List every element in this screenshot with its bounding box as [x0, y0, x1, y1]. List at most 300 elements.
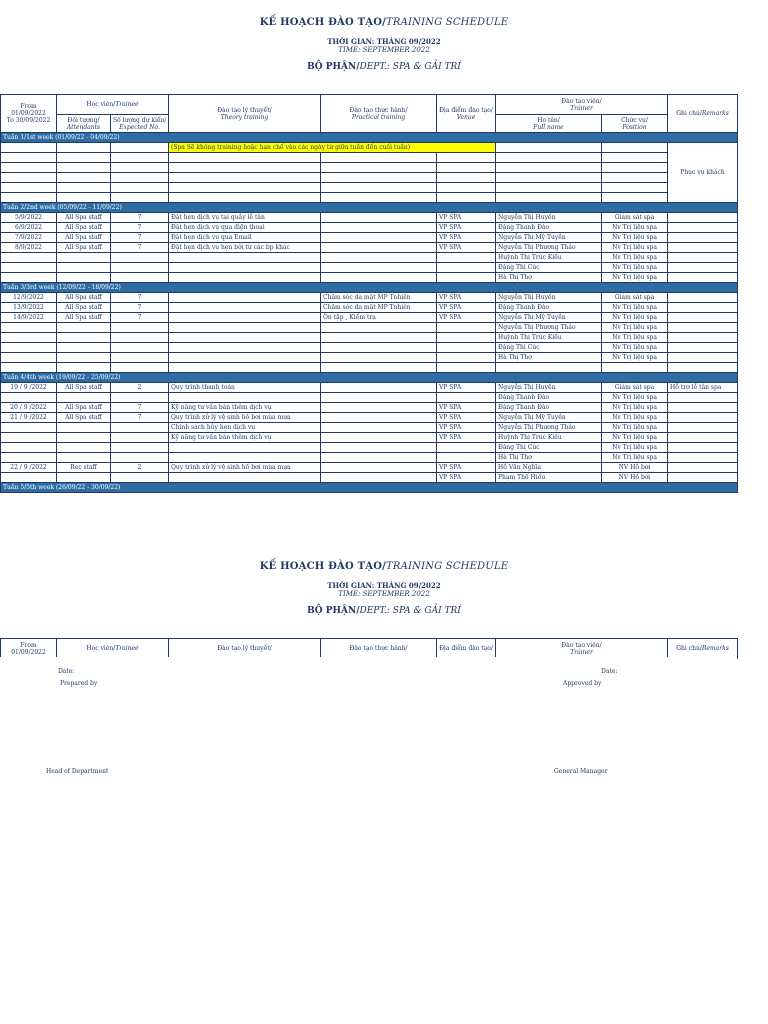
col-header-remarks: Ghi chú/Remarks — [668, 95, 738, 133]
col-header-attendants: Đối tượng/ Attendants — [57, 115, 111, 133]
venue-cell: VP SPA — [437, 233, 496, 243]
table-row — [1, 263, 738, 273]
week-header-row — [1, 283, 738, 293]
trainer-position-cell: NV Hồ bơi — [602, 463, 668, 473]
expected-no-cell: 7 — [111, 233, 169, 243]
week-label: Tuần 4/4th week (19/09/22 - 25/09/22) — [1, 373, 738, 383]
practical-cell — [321, 473, 437, 483]
date-cell — [1, 343, 57, 353]
venue-cell: VP SPA — [437, 293, 496, 303]
expected-no-cell: 2 — [111, 463, 169, 473]
table-row — [1, 313, 738, 323]
theory-cell — [169, 263, 321, 273]
theory-cell — [169, 473, 321, 483]
venue-cell — [437, 173, 496, 183]
trainer-position-cell: Nv Trị liệu spa — [602, 453, 668, 463]
week-header-row — [1, 483, 738, 493]
practical-cell — [321, 443, 437, 453]
col-header-venue: Địa điểm đào tạo/ Venue — [437, 95, 496, 133]
attendants-cell: All Spa staff — [57, 213, 111, 223]
theory-cell: Chính sách hủy hẹn dịch vụ — [169, 423, 321, 433]
venue-cell — [437, 323, 496, 333]
attendants-cell — [57, 473, 111, 483]
date-cell: 6/9/2022 — [1, 223, 57, 233]
department-line: BỘ PHẬN/DEPT.: SPA & GẢI TRÍ — [307, 62, 461, 72]
table-row — [1, 293, 738, 303]
remarks-cell — [668, 333, 738, 343]
expected-no-cell: 7 — [111, 223, 169, 233]
practical-cell — [321, 433, 437, 443]
time-line-en: TIME: SEPTEMBER 2022 — [338, 46, 430, 54]
remarks-cell — [668, 453, 738, 463]
remarks-cell — [668, 423, 738, 433]
venue-cell — [437, 353, 496, 363]
venue-cell — [437, 183, 496, 193]
trainer-name-cell — [496, 183, 602, 193]
remarks-cell — [668, 443, 738, 453]
trainer-name-cell: Nguyễn Thị Mỹ Tuyền — [496, 313, 602, 323]
practical-cell — [321, 163, 437, 173]
col-header-trainer: Đào tạo viên/ Trainer — [496, 95, 668, 115]
remarks-cell — [668, 233, 738, 243]
remarks-cell — [668, 243, 738, 253]
remarks-cell — [668, 363, 738, 373]
attendants-cell: All Spa staff — [57, 303, 111, 313]
trainer-position-cell — [602, 173, 668, 183]
col-header-venue-repeat: Địa điểm đào tạo/ — [437, 639, 496, 659]
trainer-position-cell — [602, 153, 668, 163]
remarks-cell — [668, 223, 738, 233]
date-cell — [1, 433, 57, 443]
trainer-name-cell: Nguyễn Thị Phương Thảo — [496, 243, 602, 253]
trainer-position-cell — [602, 363, 668, 373]
expected-no-cell — [111, 343, 169, 353]
attendants-cell: All Spa staff — [57, 223, 111, 233]
remarks-cell — [668, 353, 738, 363]
week-label: Tuần 2/2nd week (05/09/22 - 11/09/22) — [1, 203, 738, 213]
theory-cell — [169, 253, 321, 263]
trainer-name-cell: Huỳnh Thị Trúc Kiều — [496, 333, 602, 343]
remarks-cell — [668, 303, 738, 313]
venue-cell: VP SPA — [437, 403, 496, 413]
remarks-cell — [668, 403, 738, 413]
trainer-position-cell: Giám sát spa — [602, 293, 668, 303]
trainer-position-cell: Nv Trị liệu spa — [602, 423, 668, 433]
attendants-cell — [57, 263, 111, 273]
col-header-remarks-repeat: Ghi chú/Remarks — [668, 639, 738, 659]
expected-no-cell — [111, 363, 169, 373]
attendants-cell — [57, 353, 111, 363]
remarks-cell — [668, 273, 738, 283]
trainer-name-cell: Đặng Thanh Đào — [496, 303, 602, 313]
table-row — [1, 153, 738, 163]
table-row — [1, 353, 738, 363]
trainer-name-cell: Nguyễn Thị Mỹ Tuyền — [496, 233, 602, 243]
trainer-position-cell: Nv Trị liệu spa — [602, 223, 668, 233]
col-header-theory: Đào tạo lý thuyết/ Theory training — [169, 95, 321, 133]
date-right: Date: — [601, 668, 618, 675]
table-row — [1, 163, 738, 173]
expected-no-cell — [111, 473, 169, 483]
practical-cell — [321, 393, 437, 403]
date-cell: 12/9/2022 — [1, 293, 57, 303]
expected-no-cell — [111, 193, 169, 203]
venue-cell: VP SPA — [437, 213, 496, 223]
expected-no-cell: 2 — [111, 383, 169, 393]
expected-no-cell — [111, 433, 169, 443]
expected-no-cell — [111, 143, 169, 153]
attendants-cell — [57, 363, 111, 373]
date-cell — [1, 353, 57, 363]
table-row — [1, 273, 738, 283]
attendants-cell — [57, 433, 111, 443]
table-row — [1, 173, 738, 183]
col-header-period: From 01/09/2022 To 30/09/2022 — [1, 95, 57, 133]
table-row — [1, 343, 738, 353]
date-cell — [1, 183, 57, 193]
trainer-name-cell: Đặng Thị Cúc — [496, 443, 602, 453]
expected-no-cell: 7 — [111, 243, 169, 253]
theory-cell — [169, 353, 321, 363]
attendants-cell: All Spa staff — [57, 403, 111, 413]
theory-cell — [169, 193, 321, 203]
date-cell: 19 / 9 /2022 — [1, 383, 57, 393]
venue-cell: VP SPA — [437, 313, 496, 323]
col-header-trainer-repeat: Đào tạo viên/ Trainer — [496, 639, 668, 659]
expected-no-cell — [111, 253, 169, 263]
date-cell — [1, 363, 57, 373]
trainer-position-cell: Nv Trị liệu spa — [602, 343, 668, 353]
col-header-position: Chức vụ/ Position — [602, 115, 668, 133]
trainer-position-cell: Nv Trị liệu spa — [602, 233, 668, 243]
practical-cell — [321, 453, 437, 463]
week-header-row — [1, 373, 738, 383]
date-cell: 21 / 9 /2022 — [1, 413, 57, 423]
week-label: Tuần 1/1st week (01/09/22 - 04/09/22) — [1, 133, 738, 143]
trainer-position-cell: Nv Trị liệu spa — [602, 353, 668, 363]
time-line-vn-repeat: THỜI GIAN: THÁNG 09/2022 — [327, 581, 441, 590]
theory-cell — [169, 273, 321, 283]
expected-no-cell — [111, 333, 169, 343]
trainer-position-cell: Nv Trị liệu spa — [602, 403, 668, 413]
theory-cell — [169, 453, 321, 463]
theory-cell — [169, 293, 321, 303]
trainer-name-cell — [496, 193, 602, 203]
col-header-period-repeat: From 01/09/2022 — [1, 639, 57, 659]
theory-cell: Quy trình xử lý vệ sinh hồ bơi mùa mưa — [169, 463, 321, 473]
attendants-cell — [57, 443, 111, 453]
practical-cell — [321, 463, 437, 473]
remarks-cell — [668, 263, 738, 273]
table-row — [1, 383, 738, 393]
expected-no-cell — [111, 423, 169, 433]
remarks-cell — [668, 323, 738, 333]
practical-cell — [321, 413, 437, 423]
theory-cell: Quy trình xử lý vệ sinh hồ bơi mùa mưa — [169, 413, 321, 423]
practical-cell — [321, 383, 437, 393]
department-line-repeat: BỘ PHẬN/DEPT.: SPA & GẢI TRÍ — [307, 606, 461, 616]
expected-no-cell — [111, 183, 169, 193]
trainer-position-cell: Nv Trị liệu spa — [602, 443, 668, 453]
attendants-cell — [57, 183, 111, 193]
theory-cell: Đặt hẹn dịch vụ tại quầy lễ tân — [169, 213, 321, 223]
table-row — [1, 323, 738, 333]
practical-cell — [321, 233, 437, 243]
trainer-position-cell: Nv Trị liệu spa — [602, 273, 668, 283]
trainer-position-cell: Nv Trị liệu spa — [602, 393, 668, 403]
remarks-cell — [668, 463, 738, 473]
trainer-position-cell: Nv Trị liệu spa — [602, 323, 668, 333]
practical-cell — [321, 343, 437, 353]
theory-cell — [169, 443, 321, 453]
expected-no-cell: 7 — [111, 303, 169, 313]
trainer-position-cell: Giám sát spa — [602, 383, 668, 393]
trainer-position-cell: Nv Trị liệu spa — [602, 243, 668, 253]
expected-no-cell: 7 — [111, 293, 169, 303]
trainer-position-cell: Giám sát spa — [602, 213, 668, 223]
theory-cell — [169, 313, 321, 323]
table-row — [1, 363, 738, 373]
trainer-name-cell: Huỳnh Thị Trúc Kiều — [496, 433, 602, 443]
venue-cell: VP SPA — [437, 223, 496, 233]
trainer-position-cell: Nv Trị liệu spa — [602, 333, 668, 343]
practical-cell — [321, 423, 437, 433]
practical-cell — [321, 193, 437, 203]
trainer-name-cell: Nguyễn Thị Phương Thảo — [496, 423, 602, 433]
training-schedule-table-repeat — [0, 638, 738, 659]
trainer-name-cell — [496, 173, 602, 183]
expected-no-cell: 7 — [111, 313, 169, 323]
theory-cell — [169, 323, 321, 333]
head-of-department: Head of Department — [46, 768, 109, 775]
week-label: Tuần 5/5th week (26/09/22 - 30/09/22) — [1, 483, 738, 493]
trainer-position-cell: Nv Trị liệu spa — [602, 253, 668, 263]
venue-cell: VP SPA — [437, 413, 496, 423]
remarks-cell — [668, 313, 738, 323]
attendants-cell — [57, 323, 111, 333]
expected-no-cell — [111, 453, 169, 463]
practical-cell — [321, 173, 437, 183]
trainer-name-cell: Hà Thị Thơ — [496, 353, 602, 363]
theory-cell — [169, 343, 321, 353]
page-header — [0, 17, 768, 72]
attendants-cell: All Spa staff — [57, 413, 111, 423]
trainer-name-cell: Hà Thị Thơ — [496, 273, 602, 283]
venue-cell — [437, 453, 496, 463]
time-line-vn: THỜI GIAN: THÁNG 09/2022 — [327, 37, 441, 46]
col-header-practical-repeat: Đào tạo thực hành/ — [321, 639, 437, 659]
table-row — [1, 393, 738, 403]
theory-cell — [169, 183, 321, 193]
theory-cell — [169, 333, 321, 343]
table-row — [1, 233, 738, 243]
table-row — [1, 253, 738, 263]
expected-no-cell — [111, 323, 169, 333]
week-note: (Spa Sẽ không training hoặc hạn chế vào các ngày từ giữa tuần đến cuối tuần) — [169, 143, 496, 153]
attendants-cell: All Spa staff — [57, 243, 111, 253]
date-cell — [1, 393, 57, 403]
practical-cell — [321, 183, 437, 193]
table-row — [1, 413, 738, 423]
theory-cell — [169, 363, 321, 373]
remarks-cell: Hỗ trợ lễ tân spa — [668, 383, 738, 393]
expected-no-cell — [111, 173, 169, 183]
week-header-row — [1, 133, 738, 143]
attendants-cell: All Spa staff — [57, 233, 111, 243]
theory-cell — [169, 153, 321, 163]
trainer-name-cell: Hà Thị Thơ — [496, 453, 602, 463]
attendants-cell — [57, 173, 111, 183]
attendants-cell — [57, 273, 111, 283]
theory-cell: Quy trình thanh toán — [169, 383, 321, 393]
trainer-name-cell: Đặng Thị Cúc — [496, 343, 602, 353]
date-cell — [1, 153, 57, 163]
attendants-cell — [57, 343, 111, 353]
theory-cell — [169, 173, 321, 183]
trainer-position-cell: Nv Trị liệu spa — [602, 303, 668, 313]
trainer-position-cell: NV Hồ bơi — [602, 473, 668, 483]
document-title: KẾ HOẠCH ĐÀO TẠO/TRAINING SCHEDULE — [259, 17, 509, 28]
date-cell — [1, 423, 57, 433]
attendants-cell — [57, 393, 111, 403]
remarks-cell — [668, 293, 738, 303]
venue-cell — [437, 163, 496, 173]
trainer-position-cell: Nv Trị liệu spa — [602, 413, 668, 423]
remarks-cell — [668, 343, 738, 353]
remarks-cell — [668, 433, 738, 443]
trainer-name-cell: Nguyễn Thị Huyền — [496, 293, 602, 303]
page-header-repeat — [0, 561, 768, 616]
theory-cell: Kỹ năng tư vấn bán thêm dịch vụ — [169, 403, 321, 413]
table-row — [1, 303, 738, 313]
prepared-by: Prepared by — [60, 680, 98, 687]
expected-no-cell — [111, 353, 169, 363]
trainer-name-cell: Phạm Thế Hiếu — [496, 473, 602, 483]
document-title-repeat: KẾ HOẠCH ĐÀO TẠO/TRAINING SCHEDULE — [259, 561, 509, 572]
table-row — [1, 223, 738, 233]
expected-no-cell: 7 — [111, 413, 169, 423]
theory-cell: Đặt hẹn dịch vụ hẹn bởi từ các bp khác — [169, 243, 321, 253]
attendants-cell: All Spa staff — [57, 293, 111, 303]
attendants-cell — [57, 453, 111, 463]
trainer-position-cell — [602, 163, 668, 173]
theory-cell — [169, 303, 321, 313]
trainer-position-cell — [602, 143, 668, 153]
practical-cell — [321, 333, 437, 343]
venue-cell: VP SPA — [437, 463, 496, 473]
venue-cell: VP SPA — [437, 473, 496, 483]
expected-no-cell: 7 — [111, 403, 169, 413]
table-row — [1, 243, 738, 253]
trainer-position-cell: Nv Trị liệu spa — [602, 313, 668, 323]
venue-cell: VP SPA — [437, 383, 496, 393]
venue-cell: VP SPA — [437, 423, 496, 433]
date-cell — [1, 323, 57, 333]
table-row — [1, 423, 738, 433]
table-row — [1, 183, 738, 193]
trainer-name-cell — [496, 363, 602, 373]
venue-cell — [437, 253, 496, 263]
practical-cell — [321, 153, 437, 163]
attendants-cell — [57, 193, 111, 203]
date-cell: 22 / 9 /2022 — [1, 463, 57, 473]
attendants-cell — [57, 333, 111, 343]
trainer-name-cell: Đặng Thanh Đào — [496, 393, 602, 403]
trainer-name-cell: Đặng Thanh Đào — [496, 403, 602, 413]
expected-no-cell — [111, 163, 169, 173]
trainer-name-cell — [496, 153, 602, 163]
remarks-cell — [668, 473, 738, 483]
approved-by: Approved by — [563, 680, 602, 687]
table-row — [1, 453, 738, 463]
attendants-cell: All Spa staff — [57, 383, 111, 393]
table-row — [1, 433, 738, 443]
attendants-cell — [57, 423, 111, 433]
practical-cell — [321, 323, 437, 333]
venue-cell: VP SPA — [437, 433, 496, 443]
col-header-full-name: Họ tên/ Full name — [496, 115, 602, 133]
col-header-expected-no: Số lượng dự kiến/ Expected No. — [111, 115, 169, 133]
practical-cell — [321, 223, 437, 233]
table-row — [1, 463, 738, 473]
date-cell — [1, 143, 57, 153]
expected-no-cell — [111, 263, 169, 273]
venue-cell — [437, 273, 496, 283]
attendants-cell: Rec staff — [57, 463, 111, 473]
table-row — [1, 333, 738, 343]
date-cell: 20 / 9 /2022 — [1, 403, 57, 413]
trainer-name-cell: Đặng Thị Cúc — [496, 263, 602, 273]
venue-cell — [437, 263, 496, 273]
trainer-name-cell: Nguyễn Thị Mỹ Tuyền — [496, 413, 602, 423]
col-header-trainee-repeat: Học viên/Trainee — [57, 639, 169, 659]
trainer-name-cell — [496, 163, 602, 173]
remarks-cell — [668, 213, 738, 223]
date-cell — [1, 333, 57, 343]
attendants-cell — [57, 253, 111, 263]
time-line-en-repeat: TIME: SEPTEMBER 2022 — [338, 590, 430, 598]
practical-cell — [321, 243, 437, 253]
theory-cell — [169, 393, 321, 403]
week-header-row — [1, 203, 738, 213]
practical-cell — [321, 363, 437, 373]
expected-no-cell — [111, 153, 169, 163]
date-cell: 14/9/2022 — [1, 313, 57, 323]
page-cut — [0, 657, 737, 659]
remarks-cell — [668, 253, 738, 263]
theory-cell: Kỹ năng tư vấn bán thêm dịch vụ — [169, 433, 321, 443]
practical-cell: Chăm sóc da mặt MP Tnhiên — [321, 303, 437, 313]
date-cell — [1, 193, 57, 203]
practical-cell — [321, 253, 437, 263]
practical-cell — [321, 213, 437, 223]
general-manager: General Manager — [554, 768, 608, 775]
trainer-name-cell: Đặng Thanh Đào — [496, 223, 602, 233]
date-cell — [1, 443, 57, 453]
venue-cell: VP SPA — [437, 243, 496, 253]
date-cell — [1, 263, 57, 273]
venue-cell — [437, 443, 496, 453]
col-header-theory-repeat: Đào tạo lý thuyết/ — [169, 639, 321, 659]
trainer-name-cell — [496, 143, 602, 153]
trainer-position-cell: Nv Trị liệu spa — [602, 263, 668, 273]
theory-cell: Đặt hẹn dịch vụ qua Email — [169, 233, 321, 243]
table-row — [1, 213, 738, 223]
training-schedule-table — [0, 94, 738, 493]
trainer-name-cell: Nguyễn Thị Huyền — [496, 383, 602, 393]
week-label: Tuần 3/3rd week (12/09/22 - 18/09/22) — [1, 283, 738, 293]
expected-no-cell: 7 — [111, 213, 169, 223]
